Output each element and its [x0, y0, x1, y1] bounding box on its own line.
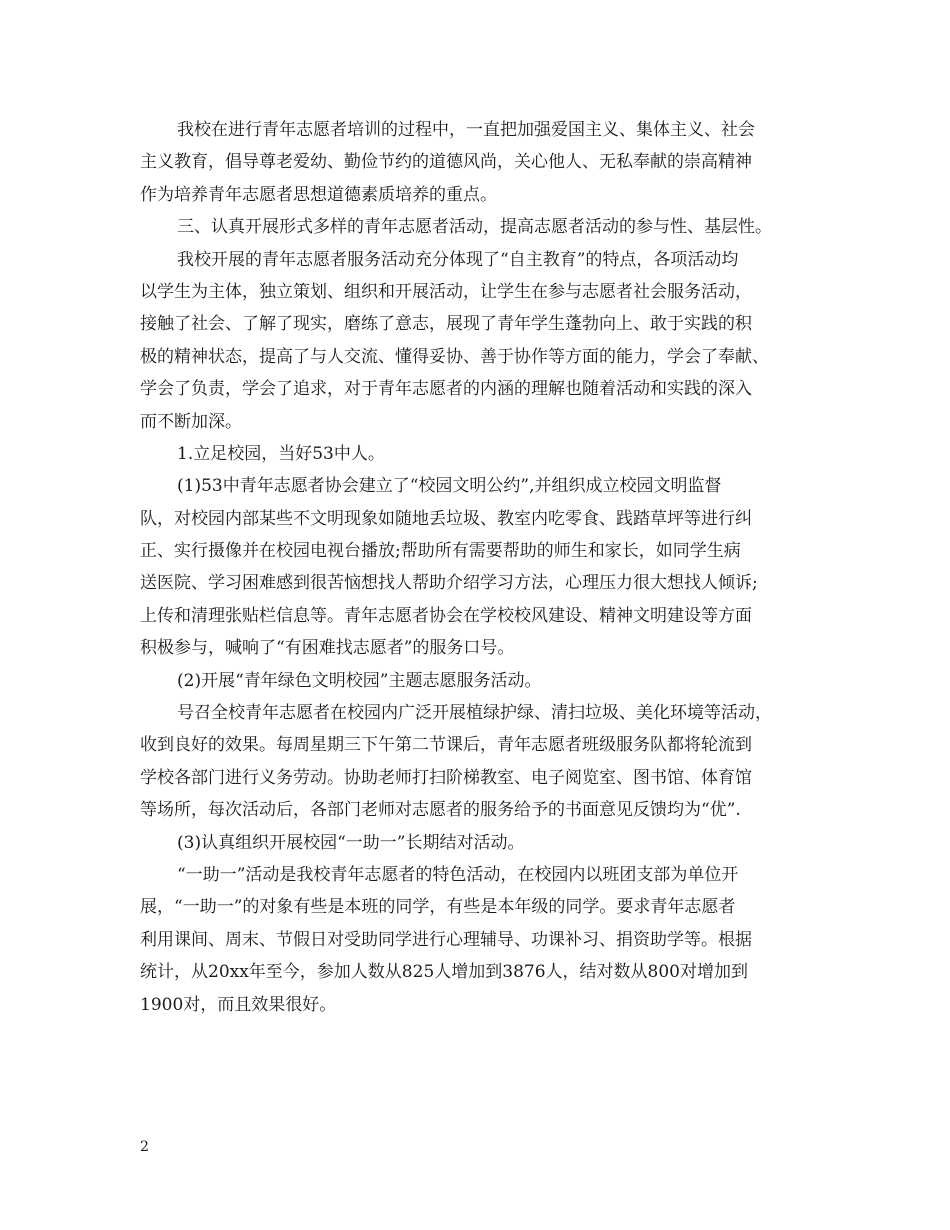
- text-line: 1.立足校园，当好53中人。: [177, 443, 385, 464]
- text-line: 我校在进行青年志愿者培训的过程中，一直把加强爱国主义、集体主义、社会: [177, 120, 755, 140]
- text-line: 极的精神状态，提高了与人交流、懂得妥协、善于协作等方面的能力，学会了奉献、: [140, 346, 769, 367]
- text-line: 号召全校青年志愿者在校园内广泛开展植绿护绿、清扫垃圾、美化环境等活动，: [177, 703, 772, 724]
- text-line: 作为培养青年志愿者思想道德素质培养的重点。: [140, 184, 497, 205]
- text-line: 等场所，每次活动后，各部门老师对志愿者的服务给予的书面意见反馈均为“优”.: [140, 800, 741, 821]
- text-line: 正、实行摄像并在校园电视台播放;帮助所有需要帮助的师生和家长，如同学生病: [140, 541, 741, 562]
- page-number: 2: [140, 1139, 149, 1155]
- document-body: [140, 114, 822, 1021]
- text-line: 收到良好的效果。每周星期三下午第二节课后，青年志愿者班级服务队都将轮流到: [140, 735, 752, 756]
- text-line: 我校开展的青年志愿者服务活动充分体现了“自主教育”的特点，各项活动均: [177, 249, 739, 270]
- text-line: “一助一”活动是我校青年志愿者的特色活动，在校园内以班团支部为单位开: [177, 864, 739, 885]
- text-line: 利用课间、周末、节假日对受助同学进行心理辅导、功课补习、捐资助学等。根据: [140, 929, 752, 950]
- text-line: 送医院、学习困难感到很苦恼想找人帮助介绍学习方法，心理压力很大想找人倾诉;: [140, 573, 758, 594]
- text-line: (1)53中青年志愿者协会建立了“校园文明公约”,并组织成立校园文明监督: [177, 476, 722, 497]
- text-line: 三、认真开展形式多样的青年志愿者活动，提高志愿者活动的参与性、基层性。: [177, 217, 772, 238]
- text-line: 学会了负责，学会了追求，对于青年志愿者的内涵的理解也随着活动和实践的深入: [140, 379, 752, 400]
- text-line: 学校各部门进行义务劳动。协助老师打扫阶梯教室、电子阅览室、图书馆、体育馆: [140, 767, 752, 788]
- text-line: 统计，从20xx年至今，参加人数从825人增加到3876人，结对数从800对增加到: [140, 962, 748, 983]
- text-line: 接触了社会、了解了现实，磨练了意志，展现了青年学生蓬勃向上、敢于实践的积: [140, 314, 752, 335]
- text-line: (3)认真组织开展校园“一助一”长期结对活动。: [177, 832, 525, 853]
- text-line: 以学生为主体，独立策划、组织和开展活动，让学生在参与志愿者社会服务活动，: [140, 281, 752, 302]
- text-line: 上传和清理张贴栏信息等。青年志愿者协会在学校校风建设、精神文明建设等方面: [140, 605, 752, 626]
- text-line: (2)开展“青年绿色文明校园”主题志愿服务活动。: [177, 670, 542, 691]
- text-line: 主义教育，倡导尊老爱幼、勤俭节约的道德风尚，关心他人、无私奉献的崇高精神: [140, 152, 752, 173]
- text-line: 队，对校园内部某些不文明现象如随地丢垃圾、教室内吃零食、践踏草坪等进行纠: [140, 508, 752, 529]
- text-line: 积极参与，喊响了“有困难找志愿者”的服务口号。: [140, 638, 515, 659]
- text-line: 展，“一助一”的对象有些是本班的同学，有些是本年级的同学。要求青年志愿者: [140, 897, 736, 918]
- text-line: 1900对，而且效果很好。: [140, 994, 337, 1015]
- text-line: 而不断加深。: [140, 411, 242, 432]
